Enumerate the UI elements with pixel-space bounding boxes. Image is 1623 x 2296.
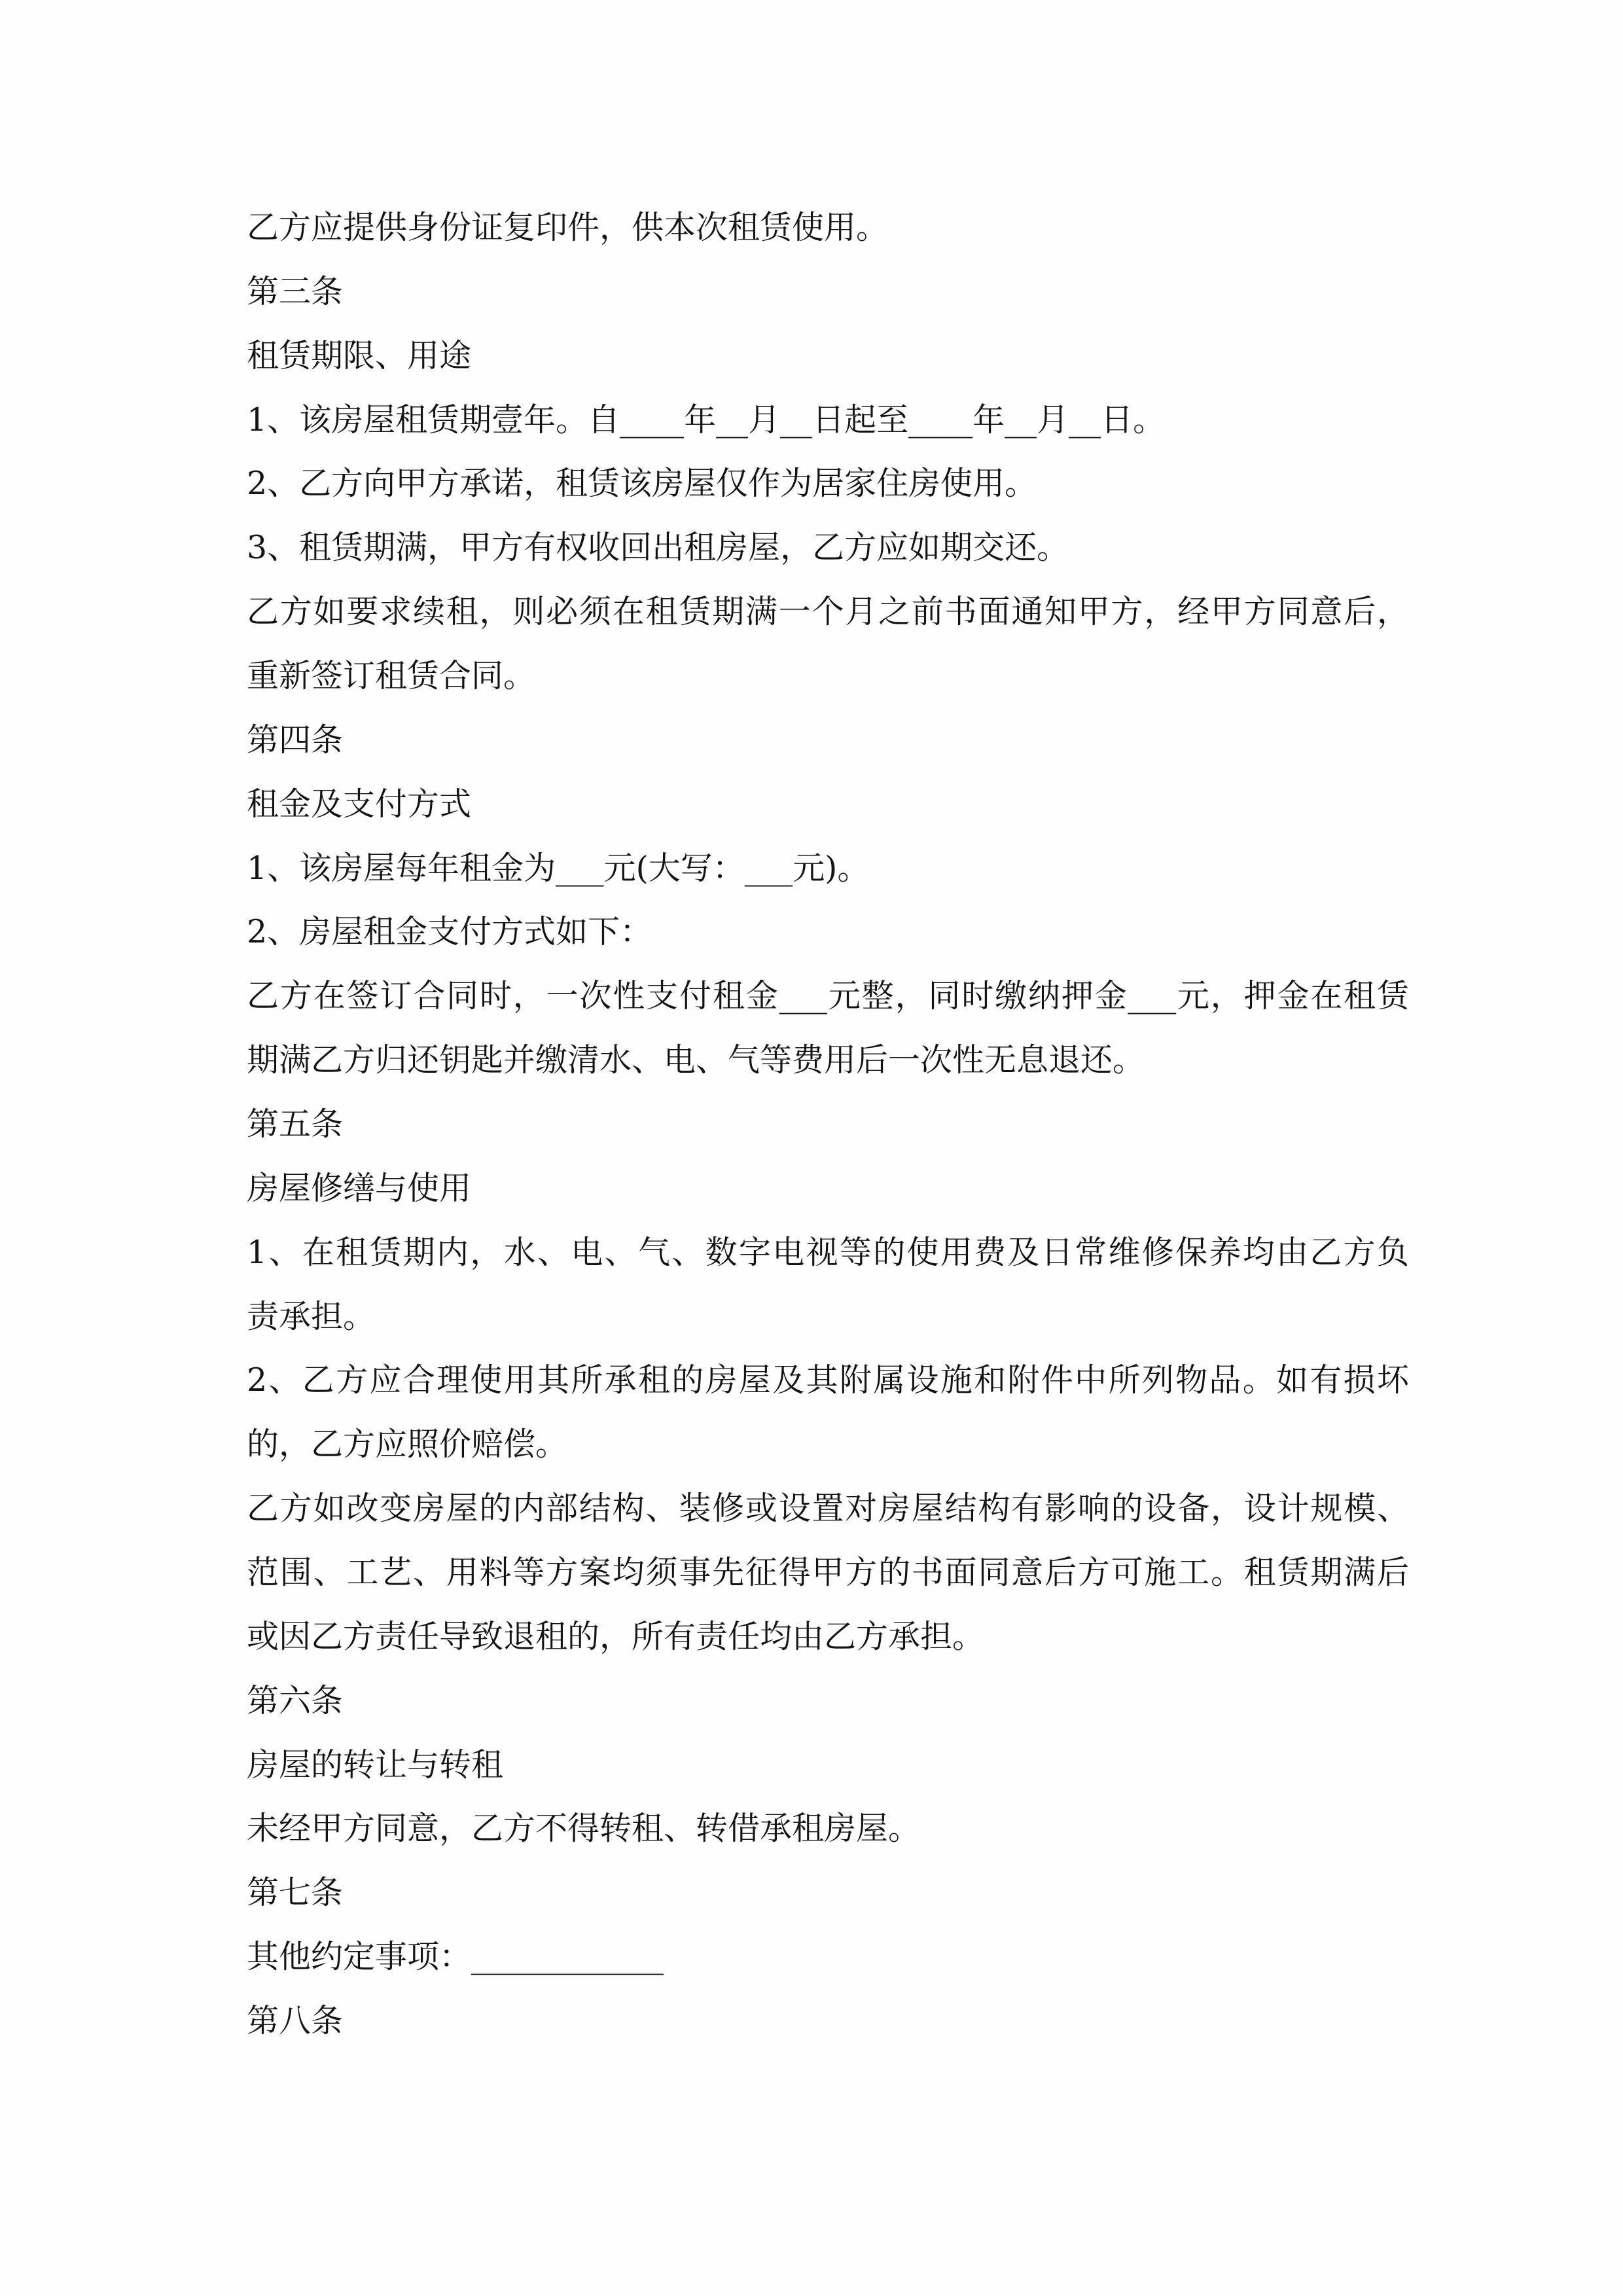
clause-line: 2、乙方应合理使用其所承租的房屋及其附属设施和附件中所列物品。如有损坏 (247, 1361, 1409, 1399)
clause-line: 的，乙方应照价赔偿。 (247, 1426, 568, 1463)
document-body (247, 196, 1409, 2053)
clause-line: 2、乙方向甲方承诺，租赁该房屋仅作为居家住房使用。 (247, 465, 1037, 503)
article-heading-5: 第五条 (247, 1105, 344, 1143)
clause-line: 未经甲方同意，乙方不得转租、转借承租房屋。 (247, 1810, 921, 1848)
article-heading-7: 第七条 (247, 1874, 344, 1912)
continued-paragraph-line: 乙方应提供身份证复印件，供本次租赁使用。 (247, 209, 889, 246)
article-heading-6: 第六条 (247, 1681, 344, 1719)
clause-line: 3、租赁期满，甲方有权收回出租房屋，乙方应如期交还。 (247, 529, 1069, 567)
clause-line: 1、该房屋租赁期壹年。自____年__月__日起至____年__月__日。 (247, 401, 1166, 439)
other-terms-line: 其他约定事项：____________ (247, 1938, 664, 1976)
article-title-lease-term: 租赁期限、用途 (247, 336, 472, 374)
clause-line: 乙方在签订合同时，一次性支付租金___元整，同时缴纳押金___元，押金在租赁 (247, 977, 1409, 1015)
clause-line: 或因乙方责任导致退租的，所有责任均由乙方承担。 (247, 1617, 985, 1655)
clause-line: 乙方如要求续租，则必须在租赁期满一个月之前书面通知甲方，经甲方同意后， (247, 593, 1409, 631)
clause-line: 乙方如改变房屋的内部结构、装修或设置对房屋结构有影响的设备，设计规模、 (247, 1490, 1409, 1528)
clause-line: 期满乙方归还钥匙并缴清水、电、气等费用后一次性无息退还。 (247, 1041, 1145, 1079)
clause-line: 1、在租赁期内，水、电、气、数字电视等的使用费及日常维修保养均由乙方负 (247, 1233, 1409, 1271)
clause-line: 重新签订租赁合同。 (247, 657, 536, 695)
clause-line: 2、房屋租金支付方式如下： (247, 913, 652, 951)
clause-line: 责承担。 (247, 1297, 376, 1335)
article-title-repair-use: 房屋修缮与使用 (247, 1169, 472, 1207)
clause-line: 范围、工艺、用料等方案均须事先征得甲方的书面同意后方可施工。租赁期满后 (247, 1554, 1409, 1592)
article-title-rent-payment: 租金及支付方式 (247, 785, 472, 823)
clause-line: 1、该房屋每年租金为___元(大写：___元)。 (247, 849, 870, 887)
article-title-transfer-sublease: 房屋的转让与转租 (247, 1746, 504, 1784)
article-heading-3: 第三条 (247, 272, 344, 310)
article-heading-4: 第四条 (247, 721, 344, 759)
article-heading-8: 第八条 (247, 2002, 344, 2040)
